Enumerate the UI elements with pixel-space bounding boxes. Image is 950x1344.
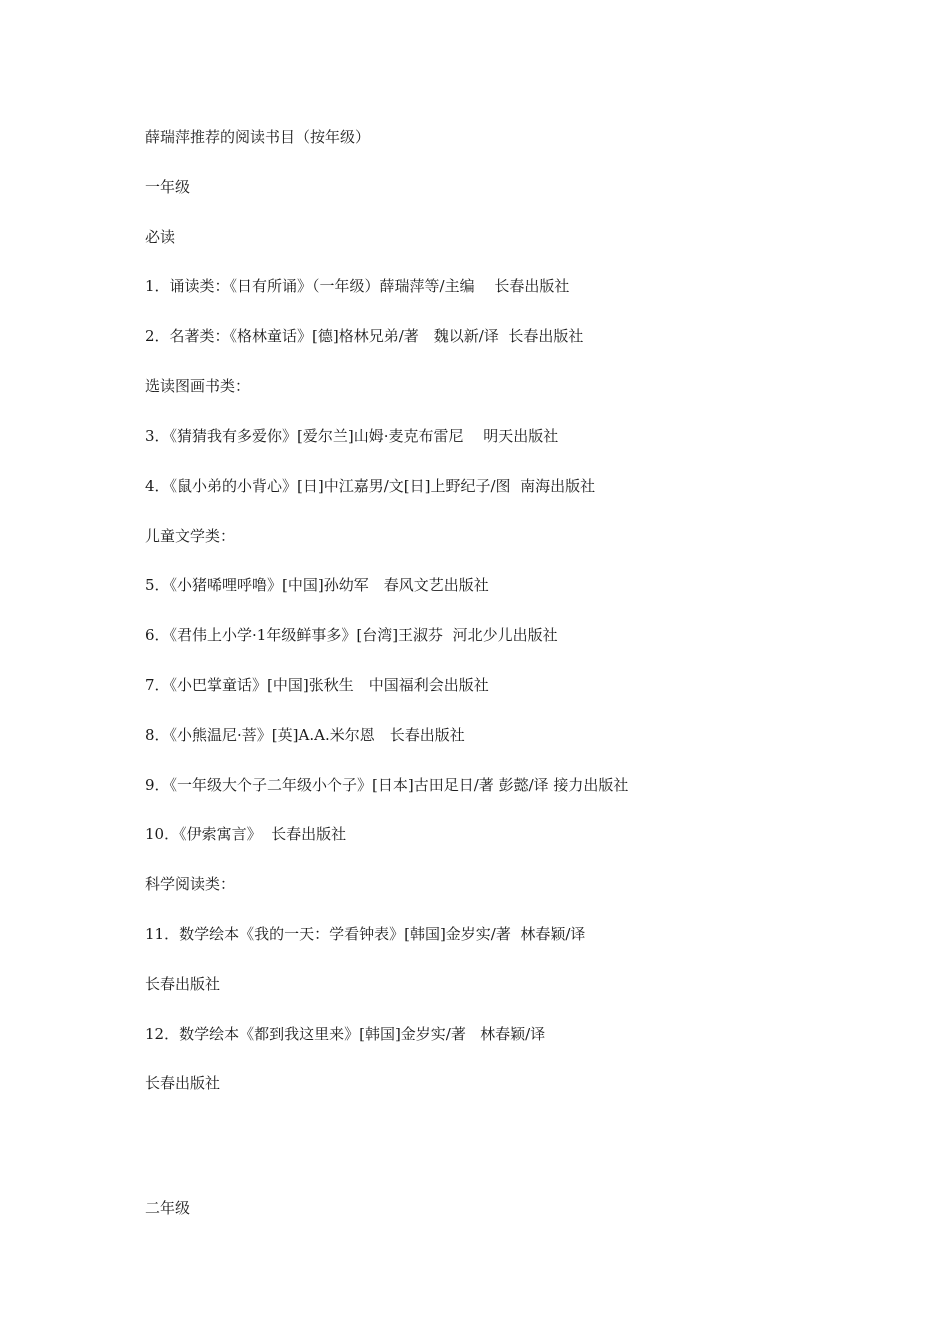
book-line-12-publisher: 长春出版社 <box>145 1074 221 1092</box>
book-line-9: 9．《一年级大个子二年级小个子》[日本]古田足日/著 彭懿/译 接力出版社 <box>145 776 629 794</box>
book-line-4: 4．《鼠小弟的小背心》[日]中江嘉男/文[日]上野纪子/图 南海出版社 <box>145 477 596 495</box>
book-line-3: 3．《猜猜我有多爱你》[爱尔兰]山姆·麦克布雷尼 明天出版社 <box>145 427 559 445</box>
book-line-7: 7．《小巴掌童话》[中国]张秋生 中国福利会出版社 <box>145 676 489 694</box>
book-line-8: 8．《小熊温尼·菩》[英]A.A.米尔恩 长春出版社 <box>145 726 465 744</box>
document-title: 薛瑞萍推荐的阅读书目（按年级） <box>145 128 371 146</box>
section-heading-picture-books: 选读图画书类： <box>145 377 251 395</box>
book-line-6: 6．《君伟上小学·1年级鲜事多》[台湾]王淑芬 河北少儿出版社 <box>145 626 558 644</box>
section-heading-childrens-literature: 儿童文学类： <box>145 527 236 545</box>
book-line-11-publisher: 长春出版社 <box>145 975 221 993</box>
book-line-12: 12．数学绘本《都到我这里来》[韩国]金岁实/著 林春颖/译 <box>145 1025 546 1043</box>
book-line-10: 10．《伊索寓言》 长春出版社 <box>145 825 347 843</box>
book-line-11: 11．数学绘本《我的一天：学看钟表》[韩国]金岁实/著 林春颖/译 <box>145 925 586 943</box>
grade-heading-1: 一年级 <box>145 178 191 196</box>
book-line-5: 5．《小猪唏哩呼噜》[中国]孙幼军 春风文艺出版社 <box>145 576 489 594</box>
section-heading-required: 必读 <box>145 228 176 246</box>
book-line-2: 2．名著类：《格林童话》[德]格林兄弟/著 魏以新/译 长春出版社 <box>145 327 584 345</box>
book-line-1: 1．诵读类：《日有所诵》（一年级）薛瑞萍等/主编 长春出版社 <box>145 277 570 295</box>
section-heading-science: 科学阅读类： <box>145 875 236 893</box>
grade-heading-2: 二年级 <box>145 1199 191 1217</box>
